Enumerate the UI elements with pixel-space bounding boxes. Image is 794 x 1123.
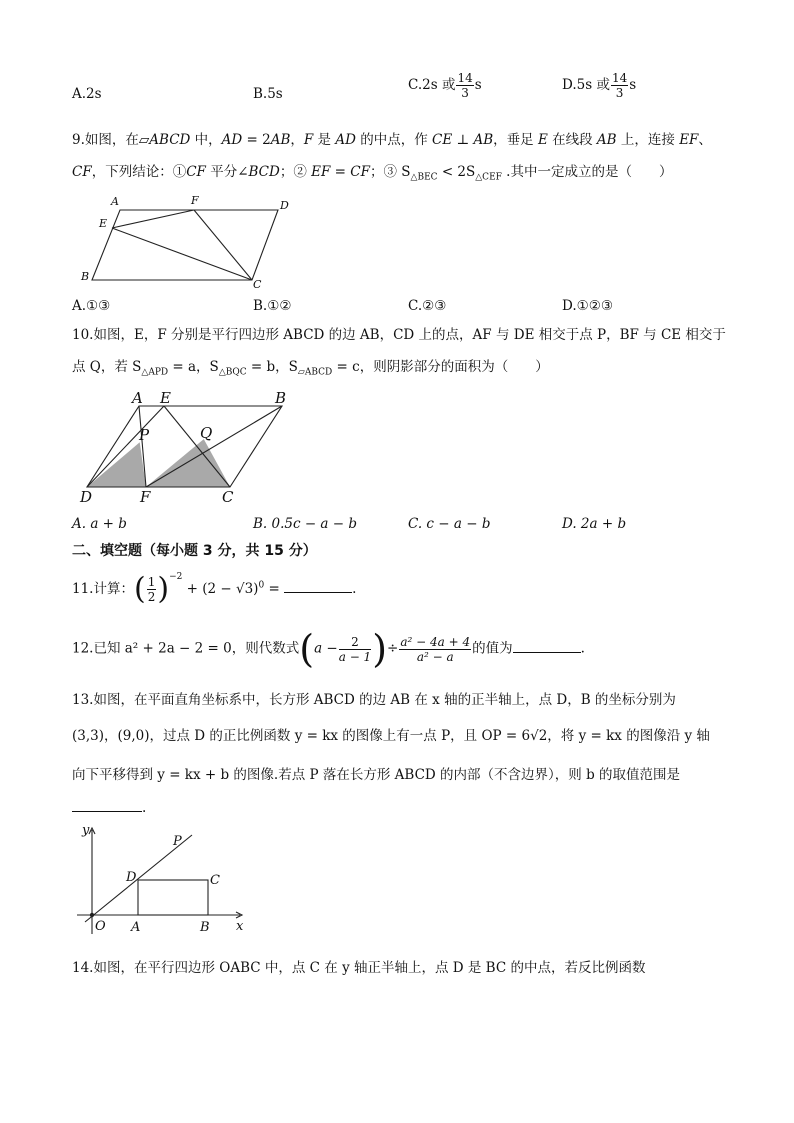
q10-option-d: D. 2a + b (562, 516, 627, 532)
q9-text: F (303, 132, 314, 148)
segment-ef (112, 210, 194, 228)
q12-fraction-2 (399, 636, 471, 663)
q11-text: 11.计算： (72, 581, 134, 597)
q12-fraction-1 (339, 636, 371, 663)
q9-text: AB (596, 132, 617, 148)
answer-blank[interactable] (513, 652, 581, 653)
q12-text: 的值为 (472, 640, 513, 657)
label-b: B (275, 390, 287, 407)
q9-text: AD (335, 132, 356, 148)
q12-text: 12.已知 a² + 2a − 2 = 0，则代数式 (72, 640, 300, 657)
origin-point (90, 913, 94, 917)
label-c: C (253, 278, 262, 290)
q10-text: △BQC (218, 367, 247, 378)
label-e: E (99, 217, 108, 230)
q10-option-c: C. c − a − b (408, 516, 491, 532)
q9-figure (72, 190, 302, 290)
q11-exponent: 0 (258, 580, 265, 591)
label-c: C (210, 873, 220, 888)
q12 (72, 627, 585, 671)
q9-text: EF (311, 164, 331, 180)
label-a: A (111, 195, 119, 208)
label-p: P (139, 426, 150, 444)
q11-fraction (147, 576, 157, 603)
answer-blank[interactable] (72, 811, 142, 812)
fraction-numerator: 1 (147, 575, 156, 589)
q8-option-c-suffix: s (474, 77, 482, 93)
q10-line1: 10.如图，E，F 分别是平行四边形 ABCD 的边 AB，CD 上的点，AF 与 DE 相交于点 P，BF 与 CE 相交于 (72, 327, 726, 343)
label-c: C (222, 488, 234, 505)
left-paren: ( (133, 571, 146, 607)
q13-line1: 13.如图，在平面直角坐标系中，长方形 ABCD 的边 AB 在 x 轴的正半轴上，点 D，B 的坐标分别为 (72, 692, 676, 708)
q9-text: ABCD (149, 132, 191, 148)
q9-text: 是 (313, 132, 336, 148)
q9-text: ，垂足 (493, 132, 538, 148)
q11-exponent: −2 (169, 572, 183, 582)
q9-text: ；② (279, 164, 312, 180)
q10-subscript (298, 368, 332, 378)
label-x: x (236, 919, 244, 934)
q9-text: CF (72, 164, 92, 180)
fraction-numerator: a² − 4a + 4 (400, 634, 471, 649)
q9-text: △CEF (475, 172, 502, 183)
label-e: E (160, 390, 171, 407)
label-d: D (126, 870, 137, 885)
right-paren: ) (157, 571, 170, 607)
q8-option-c-pre: C.2s 或 (408, 77, 456, 93)
q9-text: .其中一定成立的是（ ） (501, 164, 673, 180)
q9-text: CE (432, 132, 453, 148)
shaded-triangle-dpf (87, 442, 146, 487)
q9-option-c: C.②③ (408, 298, 447, 314)
q9-option-a: A.①③ (72, 298, 111, 314)
q10-option-a: A. a + b (72, 516, 127, 532)
q9-line2 (72, 160, 672, 183)
fraction-denominator: a − 1 (338, 649, 372, 664)
q10-text: = c，则阴影部分的面积为（ ） (332, 359, 549, 375)
q10-text: △APD (141, 367, 169, 378)
q11 (72, 572, 356, 605)
parallelogram-symbol: ▱ (297, 367, 305, 378)
q8-option-d-suffix: s (629, 77, 637, 93)
fraction-numerator: 14 (611, 71, 628, 85)
q8-option-d-fraction (611, 72, 628, 99)
label-o: O (95, 919, 106, 934)
rectangle-abcd (138, 880, 208, 915)
q9-text: ，下列结论：① (91, 164, 187, 180)
section-title: 二、填空题（每小题 3 分，共 15 分） (72, 543, 317, 559)
fraction-numerator: 14 (457, 71, 473, 85)
q8-option-b: B.5s (253, 86, 283, 102)
q9-option-d: D.①②③ (562, 298, 613, 314)
q9-text: CF (186, 164, 206, 180)
q8-option-a: A.2s (72, 86, 102, 102)
fraction-denominator: 2 (147, 590, 156, 604)
q10-text: = b，S (246, 359, 298, 375)
left-paren: ( (299, 627, 315, 671)
q9-text: 上，连接 (616, 132, 680, 148)
label-f: F (191, 194, 199, 207)
q11-text: + (2 − √3) (182, 581, 259, 597)
right-paren: ) (372, 627, 388, 671)
q8-option-d (562, 72, 636, 99)
q9-text: ⊥ (452, 132, 474, 148)
q9-text: = 2 (242, 132, 271, 148)
label-y: y (82, 823, 90, 838)
q9-text: 、 (698, 132, 712, 148)
q13-text: . (142, 800, 147, 816)
q9-text: CF (350, 164, 370, 180)
label-b: B (200, 920, 210, 935)
q9-text: AB (270, 132, 291, 148)
q12-text: a − (314, 640, 338, 657)
label-f: F (140, 488, 151, 505)
q8-option-d-pre: D.5s 或 (562, 77, 610, 93)
q9-text: AB (473, 132, 494, 148)
q13-figure (72, 818, 252, 938)
q9-text: ；③ S (369, 164, 411, 180)
q9-text: 的中点，作 (355, 132, 433, 148)
q12-text: . (580, 640, 585, 657)
q9-text: ， (290, 132, 304, 148)
fraction-denominator: 3 (461, 86, 469, 100)
q10-option-b: B. 0.5c − a − b (253, 516, 358, 532)
q9-option-b: B.①② (253, 298, 292, 314)
answer-blank[interactable] (284, 592, 352, 593)
q10-text: = a，S (168, 359, 219, 375)
label-q: Q (200, 424, 213, 442)
q13-answer (72, 800, 146, 816)
q9-text: = (330, 164, 351, 180)
q9-text: △BEC (410, 172, 438, 183)
q9-text: AD (221, 132, 243, 148)
q12-text: ÷ (387, 640, 399, 657)
label-d: D (80, 488, 93, 505)
q13-line2: (3,3)，(9,0)，过点 D 的正比例函数 y = kx 的图像上有一点 P，且 OP = 6√2，将 y = kx 的图像沿 y 轴 (72, 728, 710, 744)
q9-text: < 2S (437, 164, 476, 180)
label-b: B (81, 270, 90, 283)
q9-line1 (72, 128, 712, 148)
parallelogram-abcd (92, 210, 278, 280)
label-d: D (280, 199, 289, 212)
q9-text: 9.如图，在 (72, 132, 139, 148)
label-p: P (173, 834, 182, 849)
label-a: A (132, 390, 143, 407)
q9-text: BCD (248, 164, 280, 180)
q9-text: 平分∠ (205, 164, 249, 180)
q10-line2 (72, 355, 549, 378)
q10-text: 点 Q，若 S (72, 359, 142, 375)
fraction-denominator: 3 (615, 86, 624, 100)
fraction-numerator: 2 (339, 636, 371, 650)
q8-option-c (408, 72, 482, 99)
q10-figure (72, 390, 302, 505)
q14-line1: 14.如图，在平行四边形 OABC 中，点 C 在 y 轴正半轴上，点 D 是 BC 的中点，若反比例函数 (72, 960, 646, 976)
q9-text: 在线段 (547, 132, 597, 148)
q8-option-c-fraction (456, 72, 473, 99)
q13-line3: 向下平移得到 y = kx + b 的图像.若点 P 落在长方形 ABCD 的内部（不含边界），则 b 的取值范围是 (72, 767, 681, 783)
q9-text: E (537, 132, 548, 148)
q11-text: . (352, 581, 357, 597)
fraction-denominator: a² − a (416, 649, 454, 664)
q9-text: 中， (190, 132, 222, 148)
parallelogram-symbol: ▱ (138, 132, 150, 148)
q9-text: EF (679, 132, 699, 148)
label-a: A (131, 920, 141, 935)
q11-text: = (264, 581, 285, 597)
q10-text: ABCD (304, 367, 333, 378)
